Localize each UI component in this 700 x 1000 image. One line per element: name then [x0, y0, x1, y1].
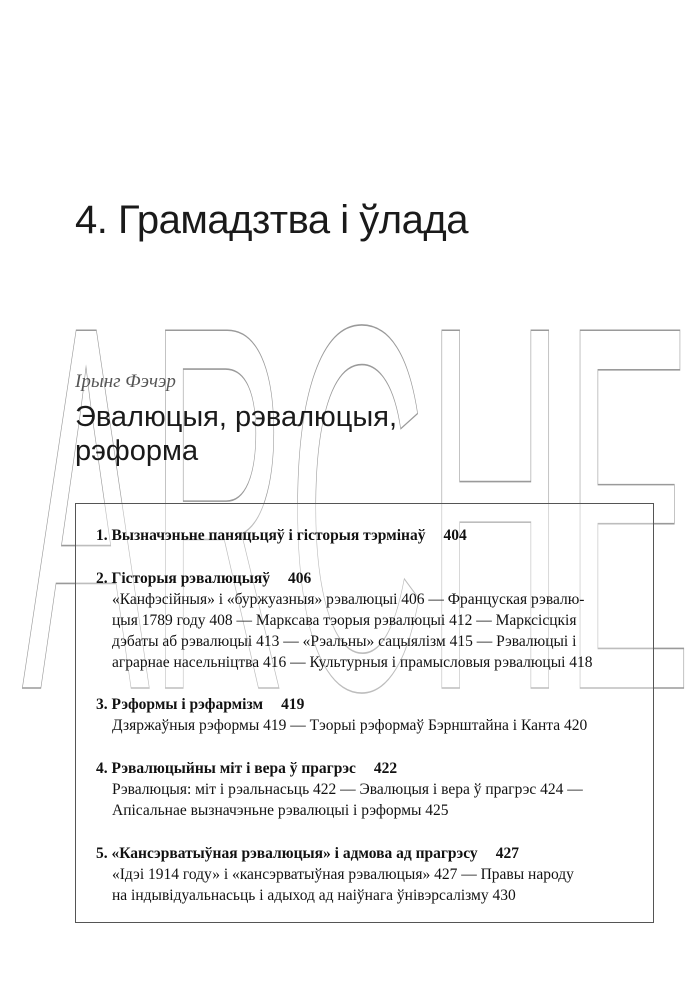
toc-section-title: 3. Рэформы і рэфармізм: [96, 696, 264, 713]
article-title-line: рэформа: [75, 435, 199, 467]
toc-subtopics-line: Дзяржаўныя рэформы 419 — Тэорыі рэформаў Бэрнштайна і Канта 420: [112, 717, 588, 734]
table-of-contents: [75, 503, 654, 923]
toc-subtopics-line: аграрнае насельніцтва 416 — Культурныя і прамысловыя рэвалюцыі 418: [112, 654, 593, 671]
toc-subtopics-line: Апісальнае вызначэньне рэвалюцыі і рэформы 425: [112, 802, 449, 819]
toc-subtopics-line: цыя 1789 году 408 — Марксава тэорыя рэвалюцыі 412 — Марксісцкія: [112, 612, 577, 629]
toc-section-title: 1. Вызначэньне паняцьцяў і гісторыя тэрмінаў: [96, 527, 426, 544]
toc-section-heading[interactable]: [96, 758, 641, 779]
toc-section-5: [96, 843, 641, 906]
toc-section-heading[interactable]: [96, 568, 641, 589]
toc-section-title: 2. Гісторыя рэвалюцыяў: [96, 570, 270, 587]
toc-subtopics-line: дэбаты аб рэвалюцыі 413 — «Рэальны» сацыялізм 415 — Рэвалюцыі і: [112, 633, 577, 650]
toc-subtopics-line: Рэвалюцыя: міт і рэальнасьць 422 — Эвалюцыя і вера ў прагрэс 424 —: [112, 781, 583, 798]
toc-section-3: [96, 694, 641, 736]
toc-section-heading[interactable]: [96, 694, 641, 715]
toc-section-4: [96, 758, 641, 821]
toc-section-title: 4. Рэвалюцыйны міт і вера ў прагрэс: [96, 760, 356, 777]
toc-subtopics-line: на індывідуальнасьць і адыход ад наіўнага ўнівэрсалізму 430: [112, 887, 516, 904]
toc-section-page: 427: [495, 845, 519, 862]
toc-section-1: [96, 525, 641, 546]
author-name: Ірынг Фэчэр: [75, 371, 176, 392]
toc-section-page: 419: [281, 696, 305, 713]
toc-section-heading[interactable]: [96, 843, 641, 864]
toc-subtopics-line: «Канфэсійныя» і «буржуазныя» рэвалюцыі 406 — Француская рэвалю-: [112, 591, 585, 608]
toc-subtopics-line: «Ідэі 1914 году» і «кансэрватыўная рэвалюцыя» 427 — Правы народу: [112, 866, 574, 883]
toc-section-title: 5. «Кансэрватыўная рэвалюцыя» і адмова ад прагрэсу: [96, 845, 478, 862]
toc-section-page: 422: [373, 760, 398, 777]
part-title: 4. Грамадзтва і ўлада: [75, 198, 468, 242]
toc-section-page: 404: [443, 527, 467, 544]
toc-section-heading[interactable]: [96, 525, 641, 546]
watermark-text: ARCHE: [22, 218, 692, 799]
toc-section-2: [96, 568, 641, 673]
article-title-line: Эвалюцыя, рэвалюцыя,: [75, 401, 398, 433]
toc-section-page: 406: [287, 570, 312, 587]
article-title: [75, 400, 495, 468]
